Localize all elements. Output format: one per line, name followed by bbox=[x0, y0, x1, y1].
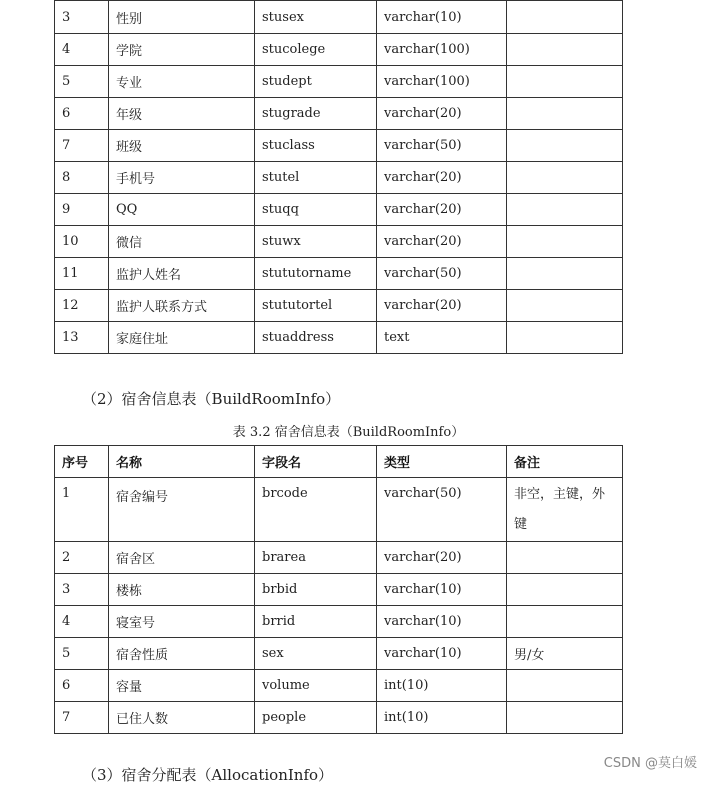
table-row bbox=[55, 290, 623, 322]
cell-note bbox=[507, 574, 623, 606]
table-row bbox=[55, 98, 623, 130]
cell-no: 4 bbox=[55, 606, 109, 638]
section-heading-allocationinfo: （3）宿舍分配表（AllocationInfo） bbox=[82, 766, 334, 784]
cell-no: 3 bbox=[55, 1, 109, 34]
cell-name: 学院 bbox=[109, 34, 255, 66]
cell-type: varchar(20) bbox=[377, 226, 507, 258]
cell-type: varchar(10) bbox=[377, 574, 507, 606]
csdn-watermark: CSDN @莫白媛 bbox=[603, 756, 697, 771]
cell-note: 男/女 bbox=[507, 638, 623, 670]
student-info-table-continued bbox=[54, 0, 623, 354]
table-row bbox=[55, 130, 623, 162]
cell-note bbox=[507, 34, 623, 66]
cell-no: 9 bbox=[55, 194, 109, 226]
table2-body bbox=[55, 478, 623, 734]
cell-type: varchar(20) bbox=[377, 98, 507, 130]
cell-name: 性别 bbox=[109, 1, 255, 34]
table1-body bbox=[55, 1, 623, 354]
cell-no: 11 bbox=[55, 258, 109, 290]
cell-type: varchar(10) bbox=[377, 638, 507, 670]
cell-no: 13 bbox=[55, 322, 109, 354]
cell-note bbox=[507, 702, 623, 734]
cell-no: 6 bbox=[55, 670, 109, 702]
cell-name: 宿舍编号 bbox=[109, 478, 255, 542]
cell-note bbox=[507, 606, 623, 638]
cell-no: 6 bbox=[55, 98, 109, 130]
cell-field: stusex bbox=[255, 1, 377, 34]
cell-name: 寝室号 bbox=[109, 606, 255, 638]
cell-field: people bbox=[255, 702, 377, 734]
cell-no: 5 bbox=[55, 638, 109, 670]
cell-name: QQ bbox=[109, 194, 255, 226]
cell-name: 楼栋 bbox=[109, 574, 255, 606]
cell-name: 宿舍性质 bbox=[109, 638, 255, 670]
header-no: 序号 bbox=[55, 446, 109, 478]
cell-field: stugrade bbox=[255, 98, 377, 130]
cell-field: stutel bbox=[255, 162, 377, 194]
cell-no: 1 bbox=[55, 478, 109, 542]
cell-note bbox=[507, 66, 623, 98]
cell-field: volume bbox=[255, 670, 377, 702]
cell-type: varchar(10) bbox=[377, 1, 507, 34]
cell-field: brrid bbox=[255, 606, 377, 638]
cell-field: stuclass bbox=[255, 130, 377, 162]
cell-name: 已住人数 bbox=[109, 702, 255, 734]
cell-field: stucolege bbox=[255, 34, 377, 66]
cell-type: int(10) bbox=[377, 670, 507, 702]
header-name: 名称 bbox=[109, 446, 255, 478]
cell-note bbox=[507, 542, 623, 574]
table-row bbox=[55, 194, 623, 226]
table-row bbox=[55, 702, 623, 734]
table-row bbox=[55, 478, 623, 542]
cell-name: 监护人联系方式 bbox=[109, 290, 255, 322]
cell-no: 5 bbox=[55, 66, 109, 98]
cell-type: varchar(100) bbox=[377, 66, 507, 98]
cell-name: 宿舍区 bbox=[109, 542, 255, 574]
cell-note bbox=[507, 290, 623, 322]
cell-no: 7 bbox=[55, 130, 109, 162]
cell-field: brarea bbox=[255, 542, 377, 574]
cell-name: 家庭住址 bbox=[109, 322, 255, 354]
cell-field: stuaddress bbox=[255, 322, 377, 354]
table-row bbox=[55, 162, 623, 194]
cell-type: varchar(20) bbox=[377, 290, 507, 322]
cell-name: 手机号 bbox=[109, 162, 255, 194]
cell-field: brcode bbox=[255, 478, 377, 542]
cell-type: varchar(10) bbox=[377, 606, 507, 638]
cell-note bbox=[507, 98, 623, 130]
cell-type: varchar(50) bbox=[377, 478, 507, 542]
cell-type: int(10) bbox=[377, 702, 507, 734]
cell-no: 10 bbox=[55, 226, 109, 258]
cell-no: 7 bbox=[55, 702, 109, 734]
table-row bbox=[55, 322, 623, 354]
table-row bbox=[55, 226, 623, 258]
cell-type: varchar(50) bbox=[377, 258, 507, 290]
cell-note bbox=[507, 670, 623, 702]
cell-field: stututorname bbox=[255, 258, 377, 290]
cell-name: 年级 bbox=[109, 98, 255, 130]
cell-type: varchar(20) bbox=[377, 162, 507, 194]
cell-no: 12 bbox=[55, 290, 109, 322]
cell-note bbox=[507, 162, 623, 194]
cell-note bbox=[507, 258, 623, 290]
cell-no: 8 bbox=[55, 162, 109, 194]
table-row bbox=[55, 670, 623, 702]
table-row bbox=[55, 606, 623, 638]
section-heading-buildroominfo: （2）宿舍信息表（BuildRoomInfo） bbox=[82, 390, 341, 408]
table-row bbox=[55, 66, 623, 98]
cell-field: brbid bbox=[255, 574, 377, 606]
cell-name: 监护人姓名 bbox=[109, 258, 255, 290]
cell-no: 4 bbox=[55, 34, 109, 66]
cell-note bbox=[507, 130, 623, 162]
cell-field: stuqq bbox=[255, 194, 377, 226]
cell-field: studept bbox=[255, 66, 377, 98]
cell-name: 微信 bbox=[109, 226, 255, 258]
cell-name: 班级 bbox=[109, 130, 255, 162]
table-row bbox=[55, 34, 623, 66]
cell-no: 2 bbox=[55, 542, 109, 574]
table-row bbox=[55, 1, 623, 34]
cell-field: stuwx bbox=[255, 226, 377, 258]
header-field: 字段名 bbox=[255, 446, 377, 478]
cell-type: varchar(100) bbox=[377, 34, 507, 66]
header-type: 类型 bbox=[377, 446, 507, 478]
table-caption: 表 3.2 宿舍信息表（BuildRoomInfo） bbox=[232, 425, 465, 440]
cell-type: varchar(20) bbox=[377, 542, 507, 574]
cell-name: 容量 bbox=[109, 670, 255, 702]
cell-type: varchar(20) bbox=[377, 194, 507, 226]
cell-note bbox=[507, 194, 623, 226]
cell-note: 非空，主键，外键 bbox=[507, 478, 623, 542]
cell-note bbox=[507, 322, 623, 354]
table-row bbox=[55, 542, 623, 574]
cell-type: varchar(50) bbox=[377, 130, 507, 162]
buildroom-info-table bbox=[54, 445, 623, 734]
table-row bbox=[55, 258, 623, 290]
cell-note bbox=[507, 226, 623, 258]
cell-type: text bbox=[377, 322, 507, 354]
cell-note bbox=[507, 1, 623, 34]
cell-no: 3 bbox=[55, 574, 109, 606]
table-row bbox=[55, 574, 623, 606]
header-note: 备注 bbox=[507, 446, 623, 478]
cell-name: 专业 bbox=[109, 66, 255, 98]
cell-field: stututortel bbox=[255, 290, 377, 322]
table-header-row bbox=[55, 446, 623, 478]
cell-field: sex bbox=[255, 638, 377, 670]
table-row bbox=[55, 638, 623, 670]
